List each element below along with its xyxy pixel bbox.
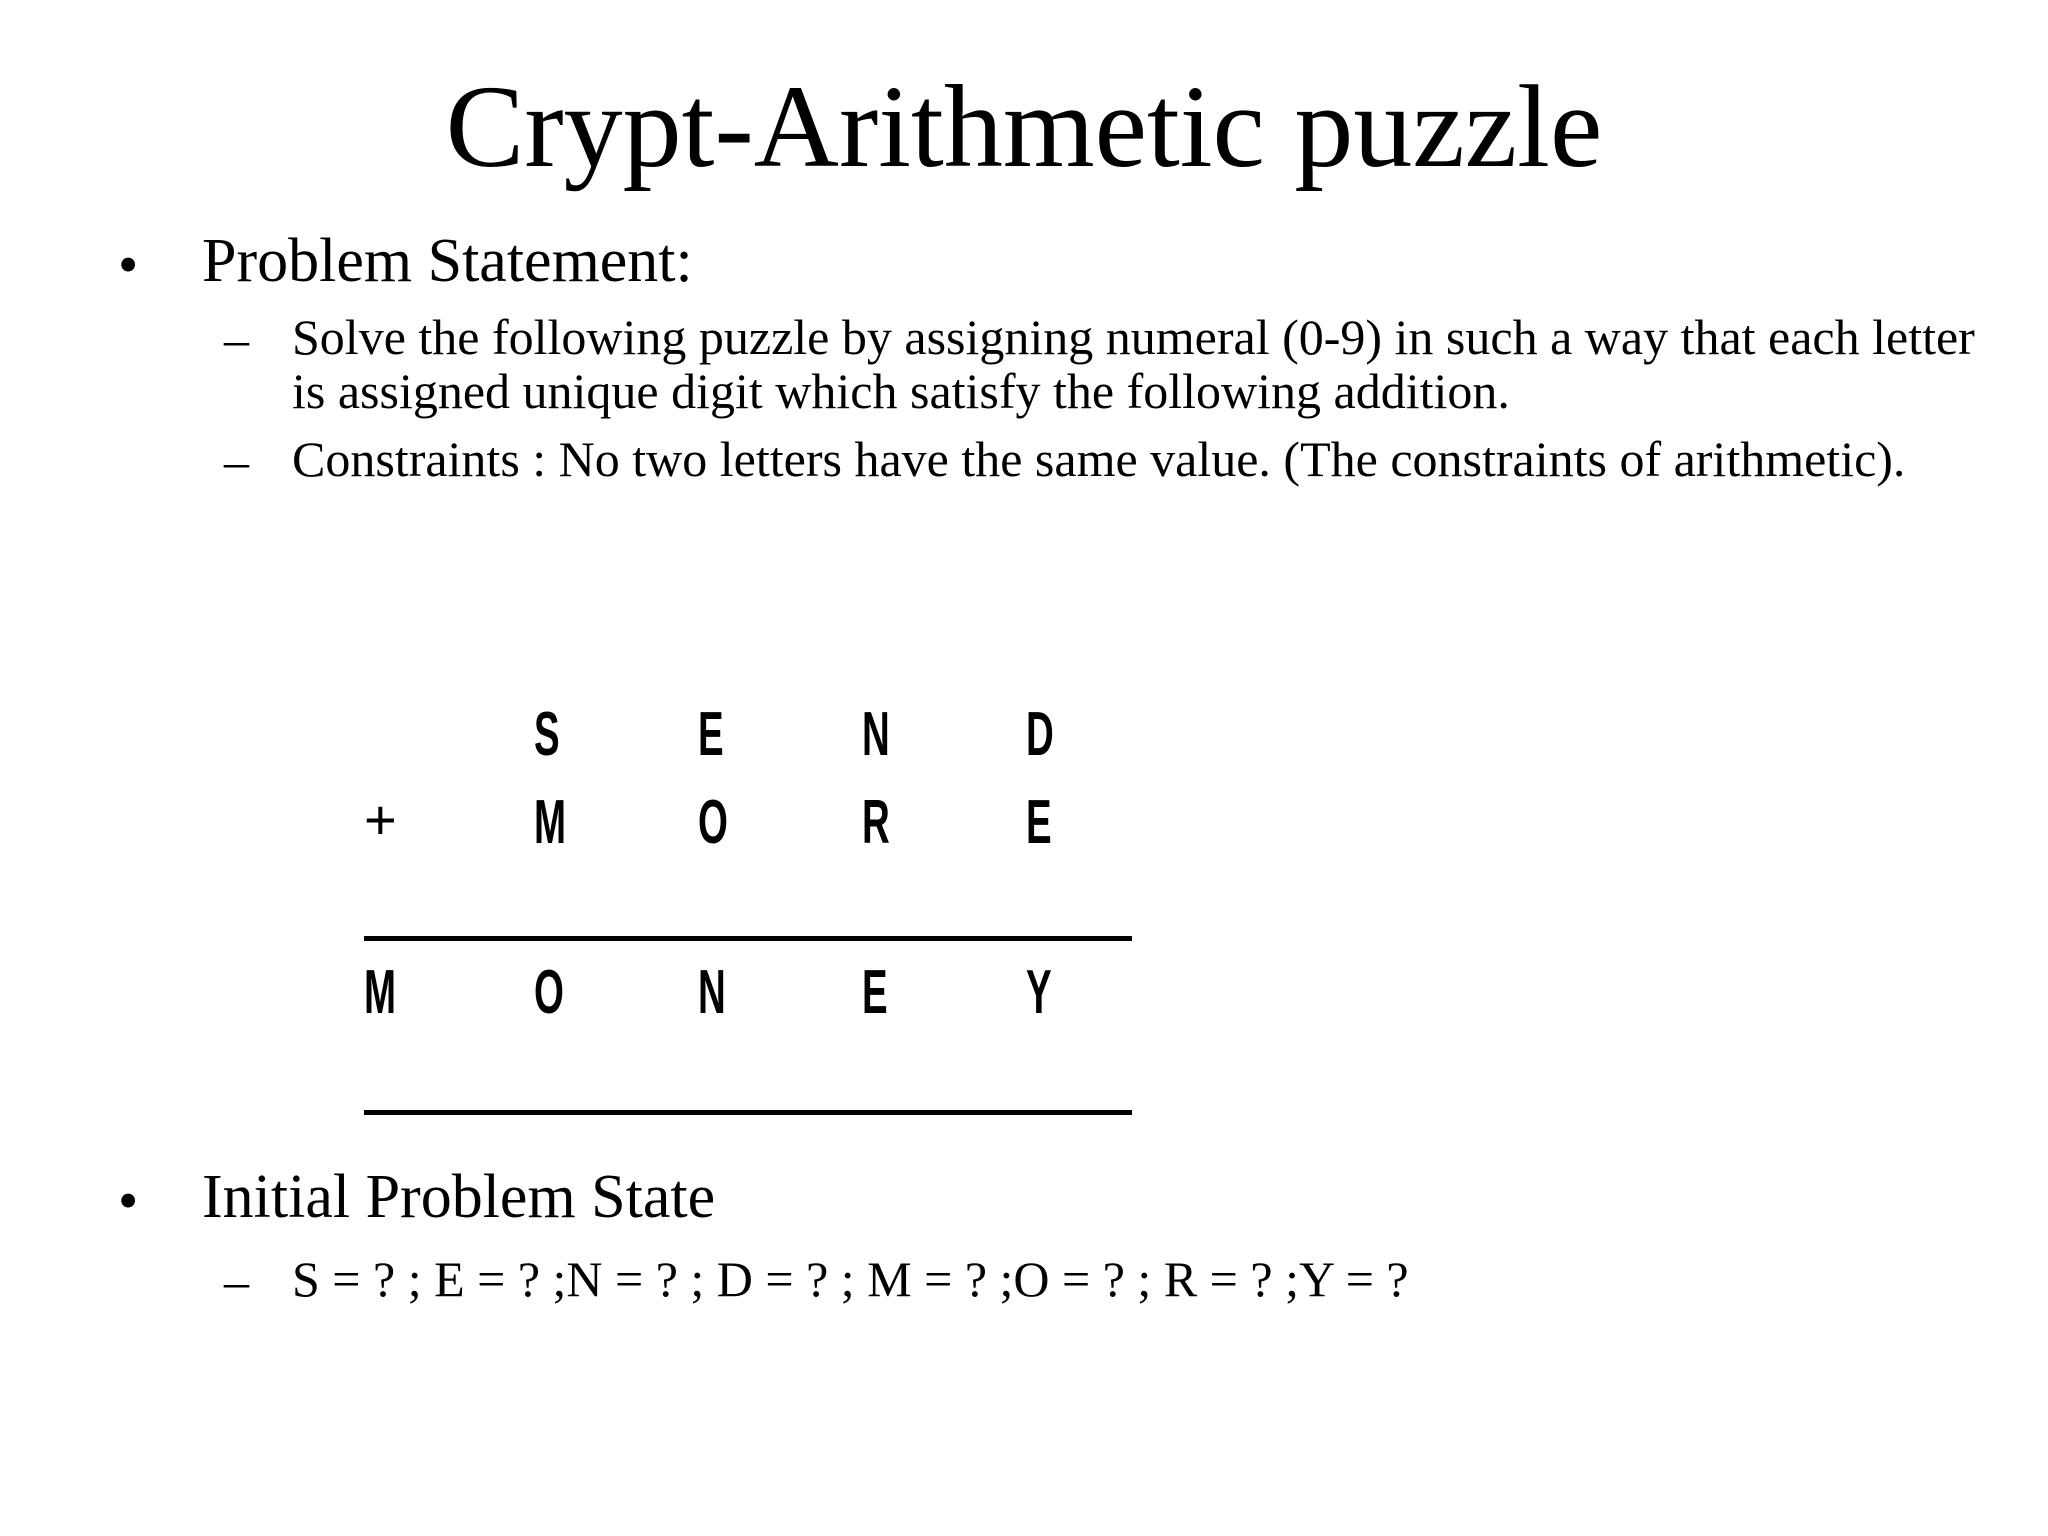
bullet-marker: • [118,232,139,297]
puzzle-letter: R [862,788,890,857]
puzzle-letter: E [698,700,724,769]
puzzle-letter: O [534,958,564,1027]
bullet-marker: • [118,1168,139,1233]
dash-marker: – [224,433,249,489]
dash-marker: – [224,311,249,367]
puzzle-letter: O [698,788,728,857]
puzzle-letter: D [1026,700,1054,769]
puzzle-letter: M [364,958,397,1027]
puzzle-letter: E [1026,788,1052,857]
problem-statement-item-1: Solve the following puzzle by assigning numeral (0-9) in such a way that each letter is assigned unique digit which satisfy the following addition. [292,309,1975,419]
result-underline [364,1110,1132,1115]
puzzle-letter: Y [1026,958,1052,1027]
slide-title: Crypt-Arithmetic puzzle [445,61,1603,192]
puzzle-letter: E [862,958,888,1027]
dash-marker: – [224,1253,249,1309]
puzzle-letter: S [534,700,560,769]
sum-divider-line [364,936,1132,941]
initial-state-item-1: S = ? ; E = ? ;N = ? ; D = ? ; M = ? ;O = ? ; R = ? ;Y = ? [292,1251,1409,1307]
initial-state-heading: Initial Problem State [202,1163,716,1231]
puzzle-letter: N [698,958,726,1027]
puzzle-letter: N [862,700,890,769]
problem-statement-item-2: Constraints : No two letters have the same value. (The constraints of arithmetic). [292,431,1906,487]
plus-operator: + [364,788,397,851]
problem-statement-heading: Problem Statement: [202,227,693,295]
puzzle-letter: M [534,788,567,857]
